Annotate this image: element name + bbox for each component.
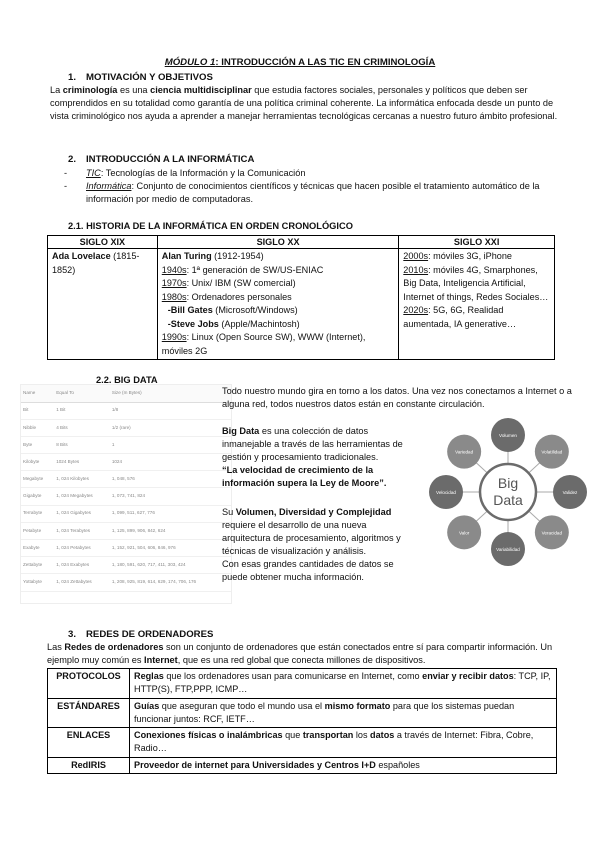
size-header-bytes: Size (In Bytes)	[110, 385, 231, 402]
text-run: son un conjunto de ordenadores que están conectados entre sí para compartir información. Un ejemplo muy común es	[47, 642, 553, 666]
size-cell: 1, 048, 576	[110, 471, 231, 488]
row-jobs	[162, 318, 395, 332]
decade-text: : Linux (Open Source SW), WWW (Internet), móviles 2G	[161, 332, 366, 356]
big-data-vdc	[222, 506, 412, 584]
diagram-node-label: Valor	[458, 530, 470, 536]
history-table	[47, 235, 555, 360]
table-row	[48, 757, 557, 773]
definition: : Tecnologías de la Información y la Comunicación	[100, 168, 306, 178]
text-run: requiere el desarrollo de una nueva arquitectura de procesamiento, algoritmos y técnicas de visualización y análisis.	[222, 520, 401, 557]
networks-table	[47, 668, 557, 774]
diagram-node-label: Validez	[562, 490, 578, 495]
dash: -	[64, 168, 68, 178]
diagram-node-label: Variedad	[455, 449, 474, 455]
size-cell: 1, 125, 899, 906, 842, 624	[110, 522, 231, 539]
header-siglo-xxi: SIGLO XXI	[399, 236, 555, 249]
bold-term: transportan	[302, 730, 354, 741]
text-run: los	[353, 730, 371, 741]
big-data-diagram	[420, 410, 596, 572]
decade: 1990s	[161, 332, 187, 342]
years: (1912-1954)	[211, 251, 264, 261]
row-desc	[130, 728, 557, 758]
person-name: -Bill Gates	[167, 305, 213, 315]
size-cell: 4 Bits	[54, 419, 110, 436]
center-label-line2: Data	[493, 492, 523, 508]
decade: 1980s	[161, 291, 187, 302]
company: (Apple/Machintosh)	[218, 318, 300, 329]
bold-term: Guías	[134, 700, 160, 711]
bold-term: Volumen, Diversidad y Complejidad	[235, 507, 392, 517]
text-run: que los ordenadores usan para comunicarse en Internet, como	[163, 671, 423, 681]
definition: : Conjunto de conocimientos científicos y técnicas que hacen posible el tratamiento automático de la información por medio de computadoras.	[86, 181, 540, 205]
person-name: -Steve Jobs	[167, 318, 219, 329]
decade-text: : 1ª generación de SW/US-ENIAC	[186, 264, 324, 275]
bold-term: Big Data	[222, 426, 260, 436]
page-title	[0, 56, 600, 70]
table-row	[48, 728, 557, 758]
section-3-heading	[68, 628, 213, 642]
size-cell: 1, 073, 741, 824	[110, 488, 231, 505]
size-cell: 1/8	[110, 402, 231, 419]
cell-siglo-xix	[48, 249, 158, 360]
table-row	[21, 454, 231, 471]
row-gates	[162, 304, 395, 318]
section-heading-text: MOTIVACIÓN Y OBJETIVOS	[86, 72, 213, 83]
text-run: a través de Internet: Fibra, Cobre, Radio…	[134, 730, 534, 754]
section-number: 2.	[68, 154, 77, 165]
row-2020	[403, 304, 550, 331]
size-cell: Nibble	[21, 419, 54, 436]
size-cell: Bit	[21, 402, 54, 419]
row-turing	[162, 250, 395, 264]
section-2-heading	[68, 153, 254, 167]
size-cell: 1, 024 Gigabytes	[54, 505, 110, 522]
size-cell: Gigabyte	[21, 488, 54, 505]
term: Informática	[86, 181, 132, 192]
diagram-node-label: Velocidad	[436, 490, 456, 495]
list-item	[64, 167, 564, 180]
table-row	[48, 669, 557, 699]
bold-term: mismo formato	[324, 700, 391, 711]
size-cell: 1, 024 Terabytes	[54, 522, 110, 539]
bold-term: Conexiones físicas o inalámbricas	[134, 730, 283, 741]
text-run: que aseguran que todo el mundo usa el	[159, 700, 325, 711]
size-cell: Terrabyte	[21, 505, 54, 522]
text-run: , que es una red global que conecta millones de dispositivos.	[177, 655, 426, 666]
decade-text: : 5G, 6G, Realidad aumentada, IA generative…	[403, 305, 517, 329]
table-row	[21, 419, 231, 436]
row-label-rediris: RedIRIS	[48, 757, 130, 773]
row-label-enlaces: ENLACES	[48, 728, 130, 758]
company: (Microsoft/Windows)	[212, 305, 298, 315]
row-desc	[130, 757, 557, 773]
cell-siglo-xx	[157, 249, 399, 360]
big-data-intro: Todo nuestro mundo gira en torno a los datos. Una vez nos conectamos a Internet o a alguna red, todos nuestros datos están en constante circulación.	[222, 386, 572, 410]
subsection-2-1-heading: 2.1. HISTORIA DE LA INFORMÁTICA EN ORDEN CRONOLÓGICO	[68, 221, 353, 231]
size-cell: Exabyte	[21, 540, 54, 557]
text-run: es una colección de datos inmanejable a través de las herramientas de gestión y procesamiento tradicionales.	[222, 426, 403, 463]
table-row	[21, 557, 231, 574]
decade: 2000s	[403, 251, 429, 261]
row-label-protocolos: PROTOCOLOS	[48, 669, 130, 699]
quote: “La velocidad de crecimiento de la información supera la Ley de Moore”.	[222, 465, 387, 489]
bold-term: ciencia multidisciplinar	[150, 85, 252, 95]
text-run: Su	[222, 507, 236, 517]
section-heading-text: REDES DE ORDENADORES	[86, 629, 214, 640]
text-run: españoles	[375, 759, 420, 770]
size-header-equal: Equal To	[54, 385, 110, 402]
table-row	[21, 402, 231, 419]
table-row	[21, 522, 231, 539]
size-cell: 8 Bits	[54, 436, 110, 453]
subsection-2-2-heading: 2.2. BIG DATA	[96, 375, 158, 385]
bold-term: Redes de ordenadores	[64, 642, 164, 652]
size-header-name: Name	[21, 385, 54, 402]
diagram-node-label: Veracidad	[541, 530, 563, 536]
decade-text: : móviles 4G, Smarphones, Big Data, Inteligencia Artificial, Internet of things, Redes Sociales…	[403, 264, 549, 302]
text-run: que	[282, 730, 303, 741]
text-run: Con esas grandes cantidades de datos se puede obtener mucha información.	[222, 559, 394, 583]
header-siglo-xx: SIGLO XX	[157, 236, 399, 249]
bold-term: Reglas	[134, 671, 164, 681]
size-cell: 1, 024 Exabytes	[54, 557, 110, 574]
size-cell: 1 Bit	[54, 402, 110, 419]
big-data-definition	[222, 425, 412, 490]
row-desc	[130, 698, 557, 728]
diagram-node-label: Volatilidad	[541, 449, 563, 455]
row-1980	[162, 291, 395, 305]
table-row	[21, 488, 231, 505]
table-row	[21, 436, 231, 453]
section-1-paragraph	[50, 84, 562, 123]
size-cell: 1/2 (rare)	[110, 419, 231, 436]
size-cell: Megabyte	[21, 471, 54, 488]
text-run: Las	[47, 642, 65, 652]
years: (1815-1852)	[52, 251, 140, 275]
bold-term: Internet	[144, 655, 178, 666]
section-3-paragraph	[47, 641, 559, 667]
diagram-node-label: Volumen	[499, 432, 517, 438]
row-1940	[162, 264, 395, 278]
size-cell: Petabyte	[21, 522, 54, 539]
text-run: : TCP, IP, HTTP(S), FTP,PPP, ICMP…	[134, 671, 551, 695]
size-cell: 1024 Bytes	[54, 454, 110, 471]
section-number: 3.	[68, 629, 77, 640]
cell-siglo-xxi	[399, 249, 555, 360]
decade-text: : Unix/ IBM (SW comercial)	[186, 278, 296, 288]
size-cell: 1, 024 Megabytes	[54, 488, 110, 505]
row-2010	[403, 264, 550, 305]
bold-term: Proveedor de internet para Universidades y Centros I+D	[134, 759, 376, 770]
size-cell: Yottabyte	[21, 574, 54, 591]
list-item	[64, 180, 564, 206]
section-number: 1.	[68, 72, 77, 83]
row-1990	[162, 331, 395, 358]
decade: 2020s	[403, 305, 429, 315]
decade: 1940s	[161, 264, 187, 275]
person-name: Ada Lovelace	[52, 251, 111, 261]
table-row	[48, 698, 557, 728]
size-cell: Zettabyte	[21, 557, 54, 574]
text-run: es una	[117, 85, 151, 95]
diagram-node-label: Variabilidad	[496, 547, 520, 553]
center-label-line1: Big	[497, 475, 519, 491]
title-text: : INTRODUCCIÓN A LAS TIC EN CRIMINOLOGÍA	[215, 57, 436, 68]
header-siglo-xix: SIGLO XIX	[48, 236, 158, 249]
size-cell: 1, 024 Kilobytes	[54, 471, 110, 488]
size-cell: 1, 099, 511, 627, 776	[110, 505, 231, 522]
size-cell: 1	[110, 436, 231, 453]
size-cell: Kilobyte	[21, 454, 54, 471]
text-run: para que los sistemas puedan funcionar juntos: RCF, IETF…	[134, 700, 515, 724]
size-cell: Byte	[21, 436, 54, 453]
row-1970	[162, 277, 395, 291]
module-label: MÓDULO 1	[164, 57, 216, 68]
text-run: que estudia factores sociales, personales y políticos que deben ser comprendidos en su totalidad como garantía de una política criminal coherente. La informática enfocada desde un punto de vista criminológico nos ayuda a aprender a manejar herramientas tecnológicas cercanas a nuestro futuro ámbito profesional.	[50, 85, 558, 122]
row-2000	[403, 250, 550, 264]
bold-term: enviar y recibir datos	[422, 671, 514, 681]
section-1-heading	[68, 71, 213, 85]
bold-term: criminología	[62, 85, 118, 95]
definition-list	[64, 167, 564, 206]
section-heading-text: INTRODUCCIÓN A LA INFORMÁTICA	[86, 154, 255, 165]
table-row	[21, 471, 231, 488]
size-cell: 1, 024 Petabytes	[54, 540, 110, 557]
bold-term: datos	[370, 730, 395, 741]
data-size-table-image	[20, 384, 232, 604]
decade: 1970s	[161, 278, 187, 288]
size-cell: 1, 208, 925, 819, 614, 629, 174, 706, 176	[110, 574, 231, 591]
decade: 2010s	[403, 264, 429, 275]
term: TIC	[86, 168, 101, 178]
row-label-estandares: ESTÁNDARES	[48, 698, 130, 728]
row-desc	[130, 669, 557, 699]
size-cell: 1, 152, 921, 504, 606, 846, 976	[110, 540, 231, 557]
size-cell: 1, 024 Zettabytes	[54, 574, 110, 591]
decade-text: : Ordenadores personales	[186, 291, 292, 302]
text-run: La	[50, 85, 63, 95]
person-name: Alan Turing	[161, 251, 212, 261]
size-cell: 1, 180, 591, 620, 717, 411, 303, 424	[110, 557, 231, 574]
data-size-table	[21, 385, 231, 592]
table-row	[21, 574, 231, 591]
table-row	[21, 540, 231, 557]
dash: -	[64, 181, 68, 192]
table-row	[21, 505, 231, 522]
decade-text: : móviles 3G, iPhone	[428, 251, 512, 261]
size-cell: 1024	[110, 454, 231, 471]
